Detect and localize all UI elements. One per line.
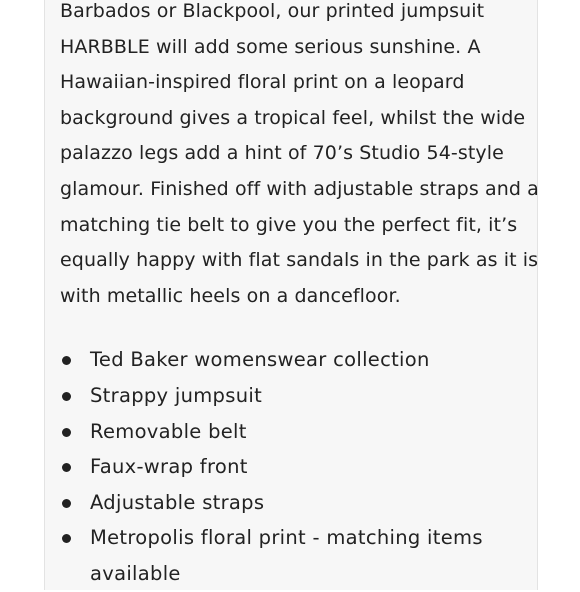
bullet-icon <box>62 463 71 472</box>
feature-text: Faux-wrap front <box>90 455 248 479</box>
description-line: Barbados or Blackpool, our printed jumpsuit <box>60 0 485 22</box>
description-line: HARBBLE will add some serious sunshine. A <box>60 35 481 58</box>
feature-item <box>60 414 530 450</box>
bullet-icon <box>62 356 71 365</box>
description-line: glamour. Finished off with adjustable straps and a <box>60 177 539 200</box>
bullet-icon <box>62 534 71 543</box>
description-line: palazzo legs add a hint of 70’s Studio 54-style <box>60 142 504 165</box>
feature-text: Removable belt <box>90 419 247 443</box>
bullet-icon <box>62 392 71 401</box>
description-line: Hawaiian-inspired floral print on a leopard <box>60 71 465 94</box>
feature-text: Ted Baker womenswear collection <box>90 348 430 372</box>
feature-item <box>60 378 530 414</box>
feature-text: Strappy jumpsuit <box>90 383 263 407</box>
feature-item <box>60 342 530 378</box>
description-line: equally happy with flat sandals in the park as it is <box>60 249 539 272</box>
feature-item <box>60 520 530 591</box>
description-line: with metallic heels on a dancefloor. <box>60 284 401 307</box>
description-paragraph <box>60 0 539 314</box>
feature-list <box>60 342 530 591</box>
product-description <box>60 0 539 592</box>
description-line: matching tie belt to give you the perfect fit, it’s <box>60 213 518 236</box>
bullet-icon <box>62 499 71 508</box>
feature-item <box>60 449 530 485</box>
description-line: background gives a tropical feel, whilst the wide <box>60 106 526 129</box>
feature-text: Metropolis floral print - matching items available <box>90 526 483 585</box>
feature-text: Adjustable straps <box>90 490 265 514</box>
feature-item <box>60 485 530 521</box>
bullet-icon <box>62 428 71 437</box>
